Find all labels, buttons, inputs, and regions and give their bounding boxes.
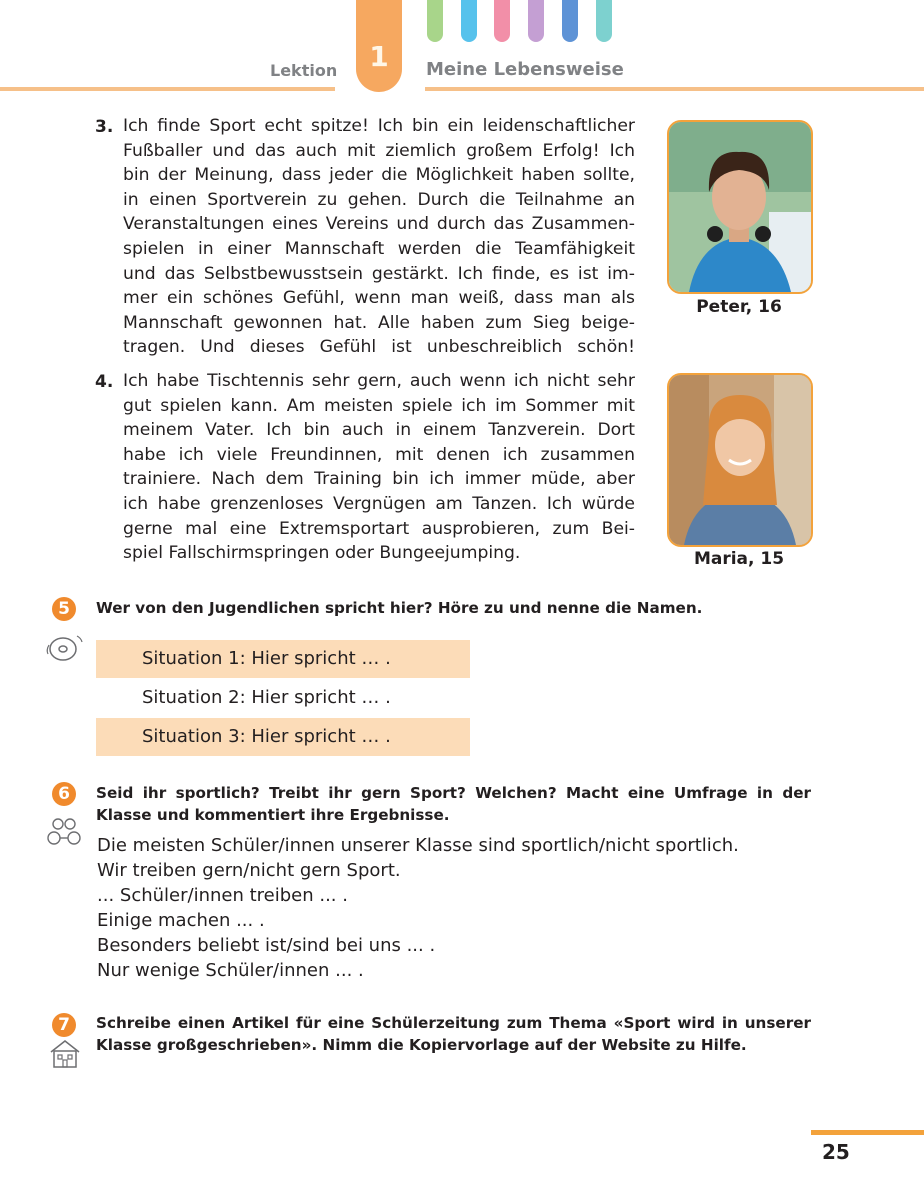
footer-rule xyxy=(811,1130,924,1135)
text-line: bin der Meinung, dass jeder die Möglichkeit haben sollte, xyxy=(123,165,635,186)
example-line: Wir treiben gern/nicht gern Sport. xyxy=(97,860,401,881)
example-line: Besonders beliebt ist/sind bei uns ... . xyxy=(97,935,436,956)
color-tab xyxy=(494,0,510,42)
text-line: mer ein schönes Gefühl, wenn man weiß, dass man als xyxy=(123,288,635,309)
color-tab xyxy=(562,0,578,42)
text-line: gut spielen kann. Am meisten spiele ich im Sommer mit xyxy=(123,395,635,416)
exercise-6-instruction xyxy=(96,782,811,826)
caption-peter: Peter, 16 xyxy=(696,297,782,317)
photo-peter xyxy=(667,120,813,294)
header-rule-left xyxy=(0,87,335,91)
text-line: Ich habe Tischtennis sehr gern, auch wenn ich nicht sehr xyxy=(123,371,635,391)
instruction-line: Seid ihr sportlich? Treibt ihr gern Sport? Welchen? Macht eine Umfrage in der xyxy=(96,784,811,802)
color-tab xyxy=(596,0,612,42)
text-line: Ich finde Sport echt spitze! Ich bin ein leidenschaftlicher xyxy=(123,116,635,136)
exercise-6-lines xyxy=(97,833,739,983)
color-tab xyxy=(528,0,544,42)
cd-icon xyxy=(44,630,86,664)
exercise-number: 5 xyxy=(52,597,76,621)
lektion-number: 1 xyxy=(369,40,389,73)
situation-text: Situation 2: Hier spricht … . xyxy=(142,687,391,708)
text-line: und das Selbstbewusstsein gestärkt. Ich finde, es ist im- xyxy=(123,263,635,284)
exercise-7-instruction xyxy=(96,1012,811,1056)
caption-maria: Maria, 15 xyxy=(693,549,785,569)
exercise-number: 6 xyxy=(52,782,76,806)
instruction-line: Klasse großgeschrieben». Nimm die Kopiervorlage auf der Website zu Hilfe. xyxy=(96,1036,747,1054)
text-line: gerne mal eine Extremsportart ausprobieren, zum Bei- xyxy=(123,518,635,539)
text-line: spielen in einer Mannschaft werden die Teamfähigkeit xyxy=(123,238,635,259)
text-line: in einen Sportverein zu gehen. Durch die Teilnahme an xyxy=(123,189,635,210)
group-work-icon xyxy=(44,814,84,848)
situation-row xyxy=(96,718,470,756)
photo-maria xyxy=(667,373,813,547)
text-number: 3. xyxy=(95,117,114,137)
exercise-5-instruction: Wer von den Jugendlichen spricht hier? Höre zu und nenne die Namen. xyxy=(96,599,703,617)
girl-photo-icon xyxy=(669,375,811,545)
color-tab xyxy=(427,0,443,42)
header-rule-right xyxy=(425,87,924,91)
situation-text: Situation 3: Hier spricht … . xyxy=(142,726,391,747)
situation-row xyxy=(96,640,470,678)
text-line: trainiere. Nach dem Training bin ich immer müde, aber xyxy=(123,469,635,490)
text-line: meinem Vater. Ich bin auch in einem Tanzverein. Dort xyxy=(123,420,635,441)
boy-photo-icon xyxy=(669,122,811,292)
text-line: spiel Fallschirmspringen oder Bungeejumping. xyxy=(123,543,521,564)
exercise-number: 7 xyxy=(52,1013,76,1037)
example-line: ... Schüler/innen treiben ... . xyxy=(97,885,348,906)
example-line: Einige machen ... . xyxy=(97,910,265,931)
text-line: tragen. Und dieses Gefühl ist unbeschreiblich schön! xyxy=(123,337,635,358)
text-line: ich habe grenzenloses Vergnügen am Tanzen. Ich würde xyxy=(123,493,635,514)
example-line: Die meisten Schüler/innen unserer Klasse sind sportlich/nicht sportlich. xyxy=(97,835,739,856)
situation-text: Situation 1: Hier spricht … . xyxy=(142,648,391,669)
color-tab xyxy=(461,0,477,42)
lektion-label: Lektion xyxy=(270,61,338,80)
chapter-title: Meine Lebensweise xyxy=(426,59,624,80)
instruction-line: Klasse und kommentiert ihre Ergebnisse. xyxy=(96,806,450,824)
page-number: 25 xyxy=(822,1140,850,1164)
example-line: Nur wenige Schüler/innen ... . xyxy=(97,960,364,981)
situation-row xyxy=(96,679,470,717)
text-peter xyxy=(123,114,635,360)
text-line: Mannschaft gewonnen hat. Alle haben zum Sieg beige- xyxy=(123,312,635,333)
text-line: habe ich viele Freundinnen, mit denen ich zusammen xyxy=(123,444,635,465)
text-line: Fußballer und das auch mit ziemlich großem Erfolg! Ich xyxy=(123,140,635,161)
text-line: Veranstaltungen eines Vereins und durch das Zusammen- xyxy=(123,214,635,235)
text-number: 4. xyxy=(95,372,114,392)
house-icon xyxy=(48,1038,82,1070)
text-maria xyxy=(123,369,635,566)
instruction-line: Schreibe einen Artikel für eine Schülerzeitung zum Thema «Sport wird in unserer xyxy=(96,1014,811,1032)
